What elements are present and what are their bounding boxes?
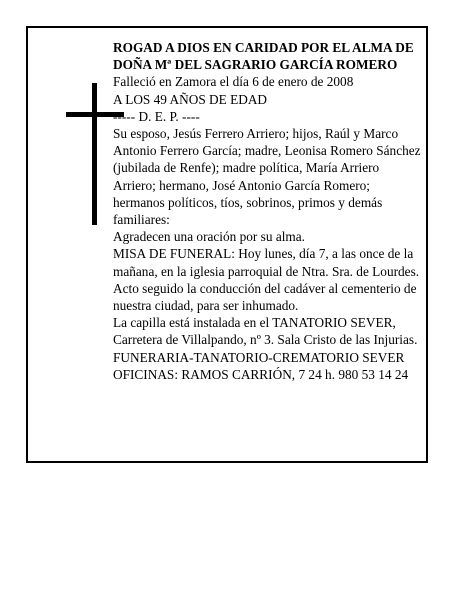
- thanks-line: Agradecen una oración por su alma.: [113, 229, 305, 245]
- cross-icon: [92, 83, 97, 225]
- funeral-mass-paragraph: MISA DE FUNERAL: Hoy lunes, día 7, a las once de la mañana, en la iglesia parroquial de Ntra. Sra. de Lourdes. Acto seguido la conducción del cadáver al cementerio de nuestra ciudad, para ser inhumado.: [113, 246, 420, 314]
- heading-pray: ROGAD A DIOS EN CARIDAD POR EL ALMA DE: [113, 40, 414, 55]
- death-date-line: Falleció en Zamora el día 6 de enero de 2008: [113, 74, 354, 90]
- heading-deceased-name: DOÑA Mª DEL SAGRARIO GARCÍA ROMERO: [113, 57, 398, 73]
- family-paragraph: Su esposo, Jesús Ferrero Arriero; hijos, Raúl y Marco Antonio Ferrero García; madre, Leonisa Romero Sánchez (jubilada de Renfe); madre política, María Arriero Arriero; hermano, José Antonio García Romero; hermanos políticos, tíos, sobrinos, primos y demás familiares:: [113, 126, 421, 228]
- obituary-text: [113, 39, 421, 383]
- age-line: A LOS 49 AÑOS DE EDAD: [113, 91, 268, 107]
- chapel-paragraph: La capilla está instalada en el TANATORIO SEVER, Carretera de Villalpando, nº 3. Sala Cristo de las Injurias.: [113, 315, 418, 348]
- funeral-home-line: FUNERARIA-TANATORIO-CREMATORIO SEVER: [113, 349, 405, 365]
- offices-line: OFICINAS: RAMOS CARRIÓN, 7 24 h. 980 53 14 24: [113, 366, 409, 382]
- rip-line: ----- D. E. P. ----: [113, 108, 200, 124]
